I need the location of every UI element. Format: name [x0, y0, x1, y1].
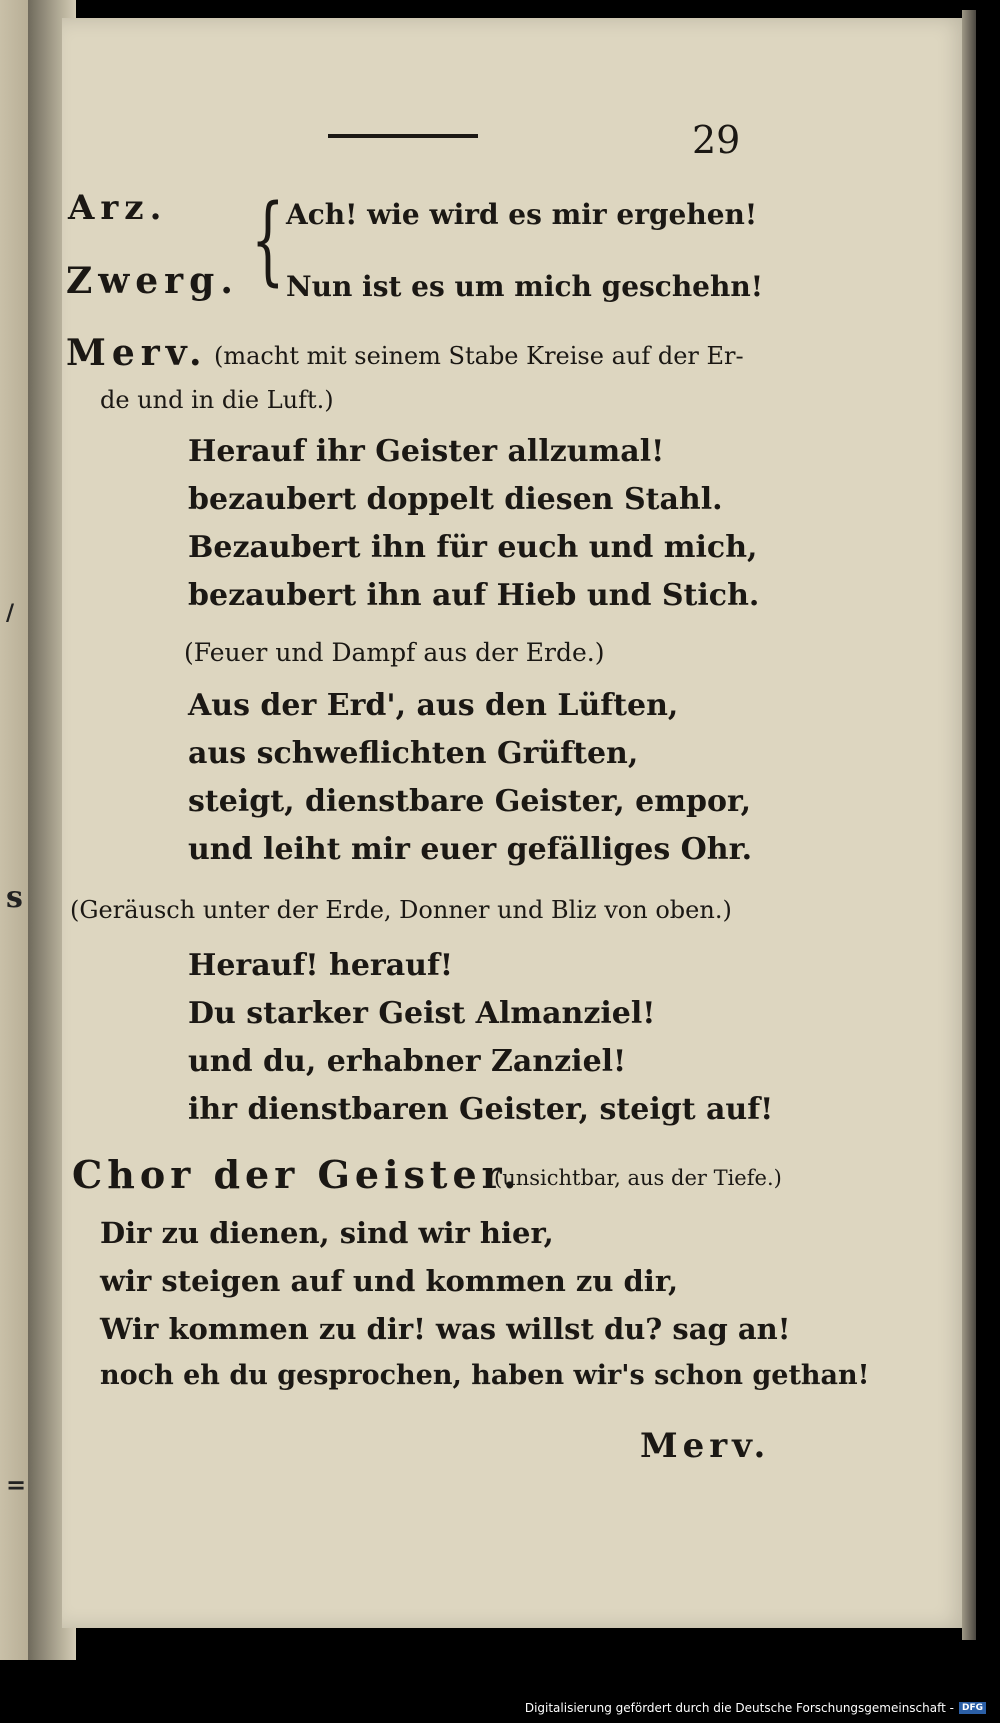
speaker-chor: Chor der Geister. [72, 1152, 522, 1197]
verse-line: Aus der Erd', aus den Lüften, [188, 688, 679, 723]
speaker-arz: Arz. [68, 188, 168, 228]
left-page-mark: / [6, 600, 15, 626]
verse-line: noch eh du gesprochen, haben wir's schon gethan! [100, 1360, 870, 1391]
verse-line: bezaubert ihn auf Hieb und Stich. [188, 578, 760, 613]
verse-line: ihr dienstbaren Geister, steigt auf! [188, 1092, 774, 1127]
catchword: Merv. [640, 1426, 771, 1466]
line-arz: Ach! wie wird es mir ergehen! [286, 198, 758, 231]
speaker-merv: Merv. [66, 332, 208, 374]
verse-line: Wir kommen zu dir! was willst du? sag an! [100, 1312, 791, 1346]
verse-line: steigt, dienstbare Geister, empor, [188, 784, 752, 819]
verse-line: und du, erhabner Zanziel! [188, 1044, 627, 1079]
verse-line: aus schweflichten Grüften, [188, 736, 639, 771]
dfg-logo-icon: DFG [959, 1702, 986, 1714]
stage-direction: (Geräusch unter der Erde, Donner und Bliz von oben.) [70, 896, 732, 924]
digitization-footer [525, 1701, 986, 1715]
verse-line: wir steigen auf und kommen zu dir, [100, 1264, 679, 1298]
stage-direction: de und in die Luft.) [100, 386, 334, 414]
brace: { [251, 184, 285, 296]
stage-direction: (Feuer und Dampf aus der Erde.) [184, 638, 605, 667]
verse-line: Bezaubert ihn für euch und mich, [188, 530, 758, 565]
verse-line: bezaubert doppelt diesen Stahl. [188, 482, 723, 517]
verse-line: und leiht mir euer gefälliges Ohr. [188, 832, 753, 867]
verse-line: Dir zu dienen, sind wir hier, [100, 1216, 554, 1250]
left-page-mark: s [6, 880, 23, 915]
left-page-mark: = [6, 1470, 27, 1499]
speaker-zwerg: Zwerg. [66, 260, 239, 302]
verse-line: Herauf! herauf! [188, 948, 454, 983]
verse-line: Herauf ihr Geister allzumal! [188, 434, 665, 469]
header-rule [328, 134, 478, 138]
page-edge-shadow [962, 10, 976, 1640]
page-number: 29 [692, 118, 741, 162]
stage-direction: (unsichtbar, aus der Tiefe.) [494, 1166, 782, 1190]
verse-line: Du starker Geist Almanziel! [188, 996, 656, 1031]
line-zwerg: Nun ist es um mich geschehn! [286, 270, 763, 303]
stage-direction: (macht mit seinem Stabe Kreise auf der Er- [214, 342, 744, 370]
footer-text: Digitalisierung gefördert durch die Deutsche Forschungsgemeinschaft - [524, 1701, 954, 1715]
